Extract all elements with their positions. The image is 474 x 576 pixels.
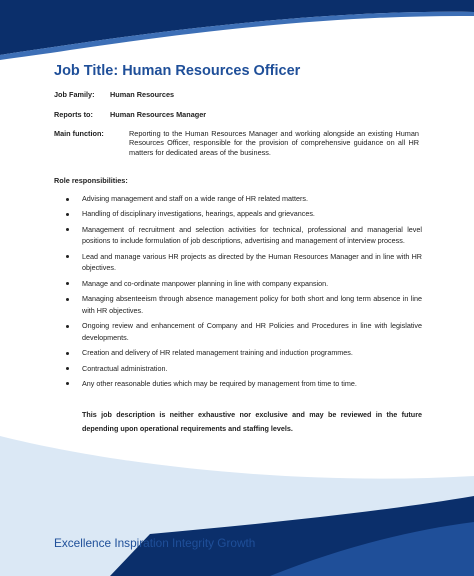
bullet-icon xyxy=(66,367,69,370)
list-item xyxy=(66,208,422,220)
list-item xyxy=(66,378,422,390)
list-item-text: Advising management and staff on a wide range of HR related matters. xyxy=(82,194,308,203)
list-item-text: Manage and co-ordinate manpower planning in line with company expansion. xyxy=(82,278,329,288)
main-function-text: Reporting to the Human Resources Manager and working alongside an existing Human Resources Officer, responsible for the provision of comprehensive guidance on all HR matters for dedicated areas of the business. xyxy=(129,129,419,157)
list-item-text: Management of recruitment and selection activities for technical, professional and managerial level positions to include formulation of job descriptions, advertising and management of interview process. xyxy=(82,224,422,246)
list-item xyxy=(66,347,422,359)
list-item xyxy=(66,224,422,247)
disclaimer-note: This job description is neither exhaustive nor exclusive and may be reviewed in the future depending upon operational requirements and staffing levels. xyxy=(82,410,422,433)
bullet-icon xyxy=(66,255,69,258)
bullet-icon xyxy=(66,325,69,328)
list-item xyxy=(66,293,422,316)
bullet-icon xyxy=(66,198,69,201)
bullet-icon xyxy=(66,282,69,285)
list-item-text: Any other reasonable duties which may be required by management from time to time. xyxy=(82,378,357,388)
bullet-icon xyxy=(66,352,69,355)
job-family-label: Job Family: xyxy=(54,90,95,99)
responsibilities-list xyxy=(66,193,422,393)
list-item xyxy=(66,363,422,375)
main-function-label: Main function: xyxy=(54,129,104,138)
bullet-icon xyxy=(66,228,69,231)
list-item xyxy=(66,251,422,274)
bullet-icon xyxy=(66,213,69,216)
bullet-icon xyxy=(66,298,69,301)
job-family-value: Human Resources xyxy=(110,90,175,99)
list-item-text: Lead and manage various HR projects as directed by the Human Resources Manager and in line with HR objectives. xyxy=(82,251,422,273)
bullet-icon xyxy=(66,382,69,385)
job-title: Job Title: Human Resources Officer xyxy=(54,63,301,79)
role-responsibilities-heading: Role responsibilities: xyxy=(54,176,128,185)
footer-tagline: Excellence Inspiration Integrity Growth xyxy=(54,536,256,550)
list-item xyxy=(66,278,422,290)
reports-to-label: Reports to: xyxy=(54,110,93,119)
list-item-text: Managing absenteeism through absence management policy for both short and long term absence in line with HR objectives. xyxy=(82,294,422,315)
list-item-text: Contractual administration. xyxy=(82,363,168,373)
reports-to-value: Human Resources Manager xyxy=(110,110,207,119)
list-item-text: Ongoing review and enhancement of Company and HR Policies and Procedures in line with legislative developments. xyxy=(82,321,422,342)
list-item-text: Creation and delivery of HR related management training and induction programmes. xyxy=(82,348,353,358)
list-item xyxy=(66,320,422,343)
list-item xyxy=(66,193,422,205)
list-item-text: Handling of disciplinary investigations, hearings, appeals and grievances. xyxy=(82,209,315,219)
